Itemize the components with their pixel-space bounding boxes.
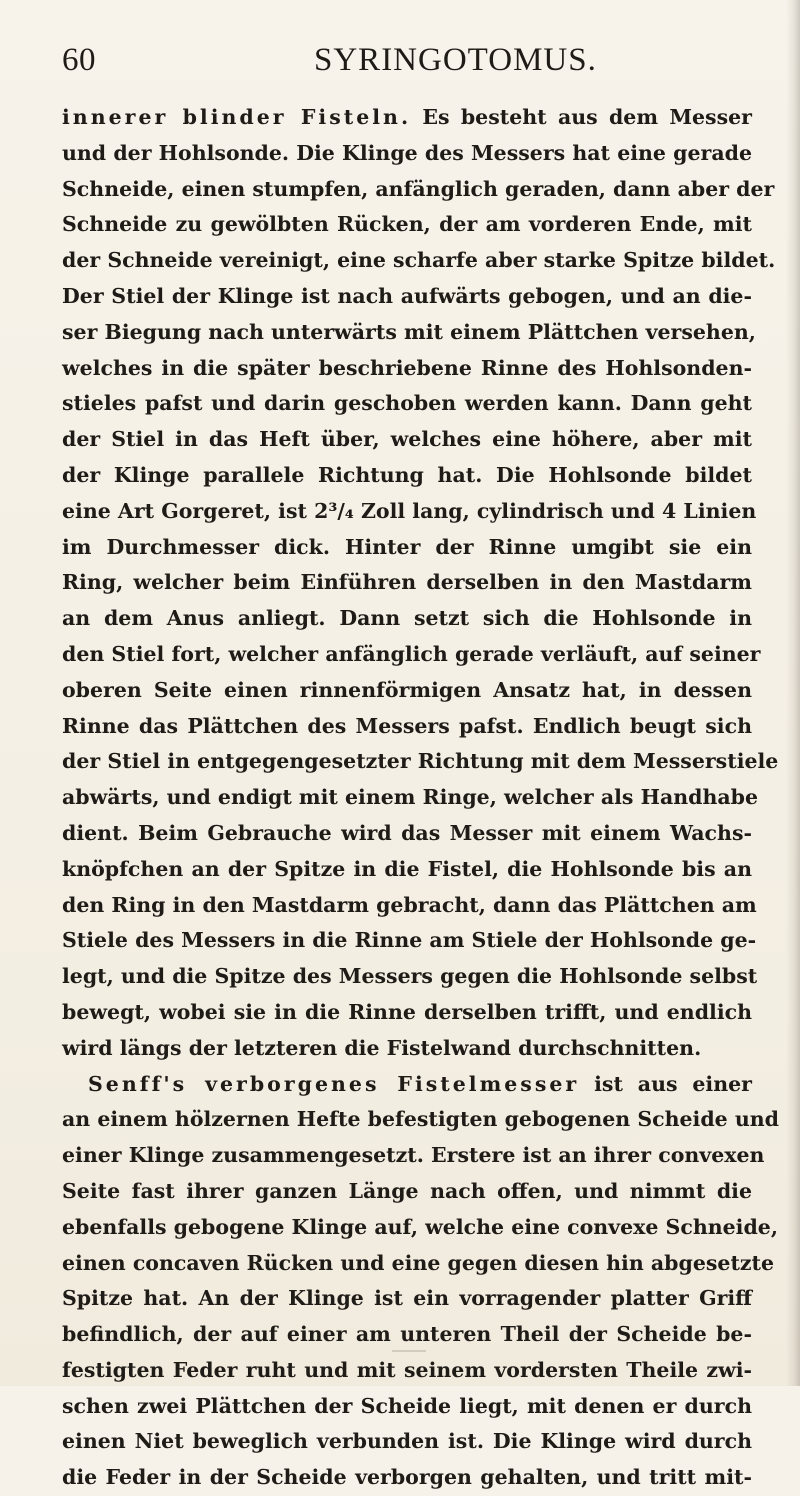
text-line: bewegt, wobei sie in die Rinne derselben trifft, und endlich [62,999,752,1024]
page-edge-shadow [786,0,800,1386]
text-line: an dem Anus anliegt. Dann setzt sich die Hohlsonde in [62,606,752,631]
text-line: an einem hölzernen Hefte befestigten gebogenen Scheide und [62,1107,779,1132]
body-text [62,100,779,1496]
text-line: der Stiel in entgegengesetzter Richtung mit dem Messerstiele [62,749,779,774]
text-run: ist aus einer [579,1071,752,1096]
text-line: der Schneide vereinigt, eine scharfe aber starke Spitze bildet. [62,248,776,273]
text-line: Der Stiel der Klinge ist nach aufwärts gebogen, und an die- [62,283,752,308]
text-line: und der Hohlsonde. Die Klinge des Messers hat eine gerade [62,140,752,165]
text-line: einen Niet beweglich verbunden ist. Die Klinge wird durch [62,1429,752,1454]
text-line: schen zwei Plättchen der Scheide liegt, mit denen er durch [62,1393,752,1418]
text-line: Schneide, einen stumpfen, anfänglich geraden, dann aber der [62,176,775,201]
text-line: festigten Feder ruht und mit seinem vordersten Theile zwi- [62,1357,752,1382]
text-line: der Stiel in das Heft über, welches eine höhere, aber mit [62,427,752,452]
text-line: ser Biegung nach unterwärts mit einem Plättchen versehen, [62,319,756,344]
text-line: Stiele des Messers in die Rinne am Stiele der Hohlsonde ge- [62,928,757,953]
text-line: knöpfchen an der Spitze in die Fistel, die Hohlsonde bis an [62,856,752,881]
text-line: stieles pafst und darin geschoben werden kann. Dann geht [62,391,752,416]
text-line: befindlich, der auf einer am unteren Theil der Scheide be- [62,1322,752,1347]
text-line: Seite fast ihrer ganzen Länge nach offen, und nimmt die [62,1178,752,1203]
text-line: dient. Beim Gebrauche wird das Messer mit einem Wachs- [62,820,752,845]
text-line: Rinne das Plättchen des Messers pafst. Endlich beugt sich [62,713,752,738]
page-number: 60 [62,42,96,78]
text-line [62,1067,752,1103]
emphasized-term: Senff's verborgenes Fistelmesser [88,1071,580,1096]
text-line: den Stiel fort, welcher anfänglich gerade verläuft, auf seiner [62,641,761,666]
text-line: welches in die später beschriebene Rinne des Hohlsonden- [62,355,752,380]
text-line: eine Art Gorgeret, ist 2³/₄ Zoll lang, cylindrisch und 4 Linien [62,498,757,523]
text-line: legt, und die Spitze des Messers gegen die Hohlsonde selbst [62,964,758,989]
text-line [62,100,752,136]
page-smudge [392,1350,426,1352]
text-run: Es besteht aus dem Messer [411,105,752,129]
text-line: abwärts, und endigt mit einem Ringe, welcher als Handhabe [62,785,759,810]
text-line: ebenfalls gebogene Klinge auf, welche eine convexe Schneide, [62,1214,778,1239]
emphasized-term: innerer blinder Fisteln. [62,105,412,129]
text-line: im Durchmesser dick. Hinter der Rinne umgibt sie ein [62,534,752,559]
text-line: Spitze hat. An der Klinge ist ein vorragender platter Griff [62,1286,752,1311]
text-line: die Feder in der Scheide verborgen gehalten, und tritt mit- [62,1465,752,1490]
text-line: der Klinge parallele Richtung hat. Die Hohlsonde bildet [62,462,752,487]
text-line: wird längs der letzteren die Fistelwand durchschnitten. [62,1035,702,1060]
text-line: einen concaven Rücken und eine gegen diesen hin abgesetzte [62,1250,775,1275]
text-line: einer Klinge zusammengesetzt. Erstere ist an ihrer convexen [62,1143,765,1168]
page-header [62,42,752,82]
running-title: SYRINGOTOMUS. [314,42,597,78]
text-line: Ring, welcher beim Einführen derselben in den Mastdarm [62,570,752,595]
text-line: Schneide zu gewölbten Rücken, der am vorderen Ende, mit [62,212,752,237]
text-line: oberen Seite einen rinnenförmigen Ansatz hat, in dessen [62,677,752,702]
text-line: den Ring in den Mastdarm gebracht, dann das Plättchen am [62,892,757,917]
